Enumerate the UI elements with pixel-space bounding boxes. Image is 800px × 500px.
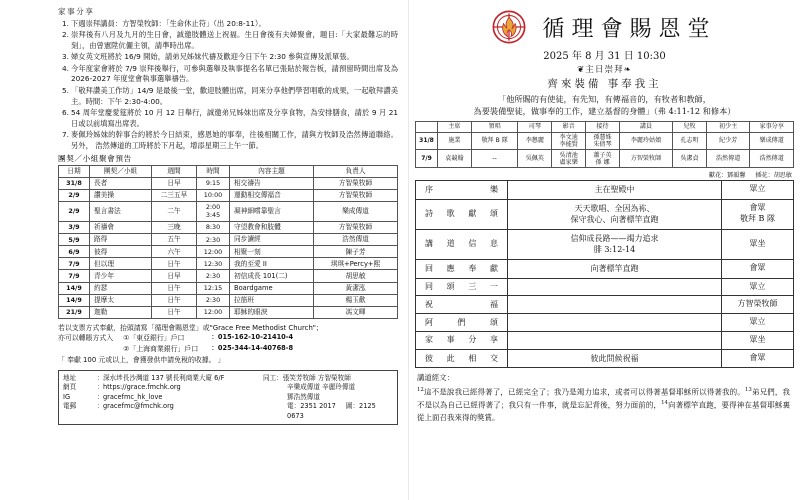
worship-item-name: 回 應 奉 獻 [416, 260, 508, 279]
fellowship-date-cell: 7/9 [59, 270, 90, 282]
contact-key: 電郵 [63, 402, 77, 411]
contact-row [63, 383, 263, 393]
table-row [59, 189, 398, 201]
worship-item-name: 彼 此 相 交 [416, 349, 508, 368]
table-row [59, 233, 398, 245]
contact-details [63, 374, 263, 422]
fellowship-group-cell: 長者 [90, 177, 152, 189]
roster-lead-cell: 敬拜 B 隊 [471, 132, 518, 150]
fellowship-col-header: 時間 [197, 165, 230, 177]
fellowship-time-cell: 9:15 [197, 177, 230, 189]
roster-col-header: 初少主 [706, 121, 750, 132]
fellowship-time-cell: 10:00 [197, 189, 230, 201]
fellowship-group-cell: 祈禱會 [90, 221, 152, 233]
worship-item-content: 天天歌唱、全因為袮、 保守我心、向著標竿直跑 [508, 199, 722, 229]
fellowship-group-cell: 約瑟 [90, 282, 152, 294]
worship-item-content: 彼此問候祝福 [508, 349, 722, 368]
notices-heading: 家事分享 [58, 7, 95, 16]
table-row [416, 150, 794, 168]
fellowship-col-header: 團契／小組 [90, 165, 152, 177]
offering-transfer-row [58, 333, 398, 354]
fellowship-date-cell: 7/9 [59, 258, 90, 270]
roster-children-cell: 吳潔貞 [673, 150, 707, 168]
fellowship-topic-cell: 相交禱告 [230, 177, 314, 189]
table-row [59, 282, 398, 294]
staff-label: 同工： [263, 373, 283, 382]
roster-col-header: 兒牧 [673, 121, 707, 132]
worship-row [416, 229, 794, 259]
offering-transfer-label: 亦可以轉賬方式入 [58, 334, 114, 343]
fellowship-leader-cell: 馮文暉 [314, 306, 398, 318]
worship-item-response: 眾坐 [722, 332, 794, 350]
fellowship-leader-cell: 浩然傳道 [314, 233, 398, 245]
fellowship-group-cell: 彼得 [90, 246, 152, 258]
bank-account-line [123, 333, 293, 343]
roster-youth-cell: 浩然傳道 [706, 150, 750, 168]
leaf-left-icon: ❦ [577, 65, 586, 75]
fellowship-time-cell: 2:30 [197, 294, 230, 306]
contact-row [63, 402, 263, 412]
roster-av-cell: 吳清池 盧家樂 [552, 150, 586, 168]
worship-item-content [508, 332, 722, 350]
table-row [59, 306, 398, 318]
fellowship-week-cell: 日早 [152, 177, 197, 189]
staff-line: 鄧浩然傳道 [287, 392, 320, 401]
roster-date-cell: 7/9 [416, 150, 438, 168]
fellowship-group-cell: 聖言書法 [90, 202, 152, 222]
bank-account-number: ：025-344-14-40768-8 [211, 343, 294, 352]
roster-preacher-cell: 方智榮牧師 [619, 150, 672, 168]
notice-item: 下週崇拜講員：方智榮牧師：「生命休止符」（出 20:8-11）。 [71, 19, 266, 28]
fellowship-group-cell: 迦勒 [90, 306, 152, 318]
worship-item-content [508, 278, 722, 296]
fellowship-leader-cell: 方智榮牧師 [314, 189, 398, 201]
bank-name: 「上海商業銀行」戶口 [129, 344, 199, 353]
church-name: 循理會賜恩堂 [542, 16, 717, 42]
table-row [59, 177, 398, 189]
contact-colon: ： [97, 392, 104, 401]
fellowship-date-cell: 5/9 [59, 233, 90, 245]
bank-list [123, 333, 293, 354]
bank-account-line [123, 344, 293, 354]
offering-receipt-note: 「 奉獻 100 元或以上，會獲發供申請免稅的收據。 」 [58, 356, 225, 365]
fellowship-date-cell: 2/9 [59, 189, 90, 201]
bulletin-header [415, 10, 794, 118]
worship-row [416, 349, 794, 368]
fellowship-time-cell: 2:30 [197, 270, 230, 282]
contact-key: 地址 [63, 373, 77, 382]
bank-account-number: ：015-162-10-21410-4 [211, 333, 294, 342]
worship-body [416, 181, 794, 368]
notice-item: 「敬拜讚美工作坊」14/9 是最後一堂，歡迎肢體出席，同來分享他們學習唱歌的成果，一起敬拜讚美主。時間：下午 2:30-4:00。 [71, 85, 398, 106]
worship-item-response: 眾立 [722, 278, 794, 296]
fellowship-date-cell: 14/9 [59, 294, 90, 306]
duty-roster-table [415, 121, 794, 168]
contact-colon: ： [97, 373, 104, 382]
fellowship-date-cell: 14/9 [59, 282, 90, 294]
contact-key: 網頁 [63, 383, 77, 392]
phone-label: 電： [287, 402, 301, 411]
fellowship-leader-cell: 楊玉歡 [314, 294, 398, 306]
staff-names: 張笑芳牧師 方智榮牧師 [282, 373, 351, 382]
roster-piano-cell: 李懇麗 [518, 132, 552, 150]
roster-preacher-cell: 李麗玲姑娘 [619, 132, 672, 150]
fellowship-leader-cell: 方智榮牧師 [314, 221, 398, 233]
sermon-passage-text [415, 386, 794, 423]
fellowship-group-cell: 青少年 [90, 270, 152, 282]
flower-credit: 獻花：鄧韻馨 [708, 171, 746, 179]
fellowship-table [58, 165, 398, 320]
worship-item-response: 眾立 [722, 181, 794, 200]
fellowship-time-cell: 2:30 [197, 233, 230, 245]
roster-notices-cell: 樂成傳道 [750, 132, 794, 150]
worship-item-name: 同 頌 三 一 [416, 278, 508, 296]
roster-body [416, 132, 794, 168]
roster-date-cell: 31/8 [416, 132, 438, 150]
fellowship-leader-cell: 琪琪+Percy+熙 [314, 258, 398, 270]
notices-list [58, 19, 398, 152]
roster-col-header: 家事分享 [750, 121, 794, 132]
worship-row [416, 332, 794, 350]
fellowship-group-cell: 讚美操 [90, 189, 152, 201]
contact-value: 深水埗長沙灣道 137 號長利商業大廈 6/F [103, 373, 225, 382]
contact-row [63, 393, 263, 403]
fellowship-topic-cell: 守望教會和肢體 [230, 221, 314, 233]
worship-item-name: 祝 福 [416, 296, 508, 314]
verse-text: 這不是說我已經得著了，已經完全了；我乃是竭力追求，或者可以得著基督耶穌所以得著我的。 [423, 387, 745, 397]
fellowship-topic-cell: 運動相交傳福音 [230, 189, 314, 201]
table-row [59, 246, 398, 258]
fellowship-group-cell: 但以理 [90, 258, 152, 270]
offering-cheque-line: 若以支票方式奉獻，抬頭請寫「循理會賜恩堂」或"Grace Free Methodist Church"； [58, 324, 323, 333]
fellowship-leader-cell: 黃潔泓 [314, 282, 398, 294]
table-row [59, 202, 398, 222]
worship-row [416, 260, 794, 279]
roster-col-header [416, 121, 438, 132]
header-verse [415, 93, 794, 118]
worship-item-response: 會眾 [722, 260, 794, 279]
fellowship-topic-cell: 凝神細嚐靠聖言 [230, 202, 314, 222]
worship-item-response: 眾坐 [722, 229, 794, 259]
fellowship-time-cell: 8:30 [197, 221, 230, 233]
staff-line [263, 374, 393, 384]
service-type [415, 63, 794, 75]
service-theme: 齊來裝備 事奉我主 [547, 78, 662, 90]
roster-col-header: 影音 [552, 121, 586, 132]
worship-item-content: 主在聖殿中 [508, 181, 722, 200]
table-row [59, 294, 398, 306]
fellowship-date-cell: 2/9 [59, 202, 90, 222]
roster-usher-cell: 孫慧姝 朱倩琴 [586, 132, 620, 150]
worship-item-name: 阿 們 頌 [416, 314, 508, 332]
header-verse-line1: 「他所賜的有使徒，有先知，有傳福音的，有牧者和教師， [498, 94, 711, 104]
table-row [416, 132, 794, 150]
worship-row [416, 181, 794, 200]
fellowship-time-cell: 12:15 [197, 282, 230, 294]
roster-header-row [416, 121, 794, 132]
roster-col-header: 司琴 [518, 121, 552, 132]
worship-item-response: 會眾 [722, 349, 794, 368]
fellowship-topic-cell: 耶穌的眼淚 [230, 306, 314, 318]
church-crest-icon [492, 10, 526, 44]
roster-col-header: 講員 [619, 121, 672, 132]
contact-colon: ： [97, 383, 104, 392]
logo-and-name [415, 10, 794, 44]
notice-item: 麥佩玲姊妹的幹事合約將於今日結束，感恩她的事奉，往後相關工作，請與方牧師及浩然傳道聯絡。另外， 浩然傳道的工時將於下月起，增添星期三上午一節。 [71, 129, 398, 150]
fellowship-week-cell: 五午 [152, 233, 197, 245]
worship-item-name: 序 樂 [416, 181, 508, 200]
worship-item-content: 向著標竿直跑 [508, 260, 722, 279]
worship-row [416, 278, 794, 296]
verse-number: 13 [744, 387, 752, 394]
verse-text: 弟兄們，我不是以為自己已經得著了；我只有一件事，就是忘記背後，努力面前的， [417, 387, 791, 410]
phone-fax-line [263, 402, 393, 421]
fellowship-topic-cell: 同步讀經 [230, 233, 314, 245]
roster-chair-cell: 施業 [438, 132, 472, 150]
staff-line: 辛樂成傳道 辛麗玲傳道 [287, 383, 356, 392]
roster-usher-cell: 蕭子英 孫 娜 [586, 150, 620, 168]
contact-row [63, 374, 263, 384]
worship-row [416, 199, 794, 229]
fellowship-leader-cell: 方智榮牧師 [314, 177, 398, 189]
right-column [408, 0, 800, 500]
fellowship-time-cell: 12:00 [197, 246, 230, 258]
fellowship-topic-cell: 我的至愛 II [230, 258, 314, 270]
fellowship-time-cell: 12:00 [197, 306, 230, 318]
fellowship-leader-cell: 樂成傳道 [314, 202, 398, 222]
roster-chair-cell: 袁競翰 [438, 150, 472, 168]
table-row [59, 258, 398, 270]
service-datetime: 2025 年 8 月 31 日 10:30 [543, 51, 666, 62]
roster-notices-cell: 浩然傳道 [750, 150, 794, 168]
worship-item-response: 方智榮牧師 [722, 296, 794, 314]
phone-number: 2351 2017 [300, 402, 336, 411]
worship-item-response: 眾立 [722, 314, 794, 332]
worship-item-content [508, 296, 722, 314]
fellowship-week-cell: 二午 [152, 202, 197, 222]
verse-number: 12 [417, 387, 424, 394]
fellowship-topic-cell: 拉筋班 [230, 294, 314, 306]
table-row [59, 270, 398, 282]
roster-av-cell: 李文迪 李能賢 [552, 132, 586, 150]
fellowship-col-header: 內容主題 [230, 165, 314, 177]
roster-youth-cell: 紀少芳 [706, 132, 750, 150]
bank-marker: ② [123, 344, 130, 353]
bank-marker: ① [123, 334, 130, 343]
fellowship-week-cell: 日早 [152, 270, 197, 282]
service-type-label: 主日崇拜 [585, 65, 624, 75]
fellowship-week-cell: 日午 [152, 294, 197, 306]
worship-item-content [508, 314, 722, 332]
contact-box [58, 370, 398, 426]
fellowship-date-cell: 21/9 [59, 306, 90, 318]
flower-credit: 插花：胡思敏 [755, 171, 792, 179]
contact-value: https://grace.fmchk.org [103, 383, 181, 392]
fellowship-leader-cell: 胡思敏 [314, 270, 398, 282]
fellowship-time-cell: 2:00 3:45 [197, 202, 230, 222]
sermon-passage-label: 講道經文： [417, 373, 454, 383]
fellowship-topic-cell: Boardgame [230, 282, 314, 294]
notice-item: 婦女英文班將於 16/9 開始，請弟兄姊妹代禱及歡迎今日下午 2:30 參與宣傳及派單張。 [71, 52, 354, 62]
fellowship-heading: 團契／小組聚會預告 [58, 153, 132, 163]
fellowship-week-cell: 日午 [152, 282, 197, 294]
fellowship-time-cell: 12:30 [197, 258, 230, 270]
worship-row [416, 314, 794, 332]
fellowship-week-cell: 三晚 [152, 221, 197, 233]
contact-key: IG [63, 392, 71, 401]
roster-col-header: 主席 [438, 121, 472, 132]
offering-info [58, 323, 398, 365]
worship-item-content: 信仰成長路——竭力追求 腓 3:12-14 [508, 229, 722, 259]
fellowship-col-header: 週間 [152, 165, 197, 177]
fax-label: 圖： [345, 402, 360, 411]
leaf-right-icon: ❧ [623, 65, 632, 75]
contact-value: gracefmc@fmchk.org [103, 402, 174, 411]
fellowship-col-header: 負責人 [314, 165, 398, 177]
fellowship-topic-cell: 相聚一刻 [230, 246, 314, 258]
worship-item-name: 詩 歌 獻 頌 [416, 199, 508, 229]
fellowship-week-cell: 日午 [152, 306, 197, 318]
fellowship-body [59, 177, 398, 318]
header-verse-line2: 為要裝備聖徒，做事奉的工作，建立基督的身體」（弗 4:11-12 和修本） [473, 106, 736, 117]
staff-details [263, 374, 393, 422]
fellowship-topic-cell: 初信成長 101(二) [230, 270, 314, 282]
fellowship-header-row [59, 165, 398, 177]
roster-piano-cell: 吳佩英 [518, 150, 552, 168]
fellowship-group-cell: 路得 [90, 233, 152, 245]
roster-children-cell: 孔志明 [673, 132, 707, 150]
table-row [59, 221, 398, 233]
roster-col-header: 領唱 [471, 121, 518, 132]
verse-text: 向著標竿直跑，要得神在基督耶穌裏從上面召我來得的獎賞。 [417, 400, 790, 422]
roster-lead-cell: -- [471, 150, 518, 168]
fellowship-leader-cell: 陳子芳 [314, 246, 398, 258]
flower-credits [415, 170, 792, 179]
worship-item-response: 會眾 敬拜 B 隊 [722, 199, 794, 229]
order-of-worship-table [415, 180, 794, 368]
notice-item: 54 周年堂慶愛筵將於 10 月 12 日舉行，誠邀弟兄姊妹出席及分享食物，為安排膳食，請於 9 月 21 日或以前填寫出席表。 [71, 107, 398, 128]
worship-item-name: 家 事 分 享 [416, 332, 508, 350]
fellowship-week-cell: 日午 [152, 258, 197, 270]
fellowship-date-cell: 3/9 [59, 221, 90, 233]
worship-item-name: 講 道 信 息 [416, 229, 508, 259]
roster-col-header: 接待 [586, 121, 620, 132]
fellowship-week-cell: 二三五早 [152, 189, 197, 201]
notice-item: 崇拜後有八月及九月的生日會，誠邀肢體送上祝福。生日會後有夫婦聚會，題目:「大家最難忘的時刻」，由曾憲陞伉儷主領，請準時出席。 [71, 30, 398, 51]
worship-row [416, 296, 794, 314]
fellowship-date-cell: 6/9 [59, 246, 90, 258]
fellowship-col-header: 日期 [59, 165, 90, 177]
notice-item: 今年度家會將於 7/9 崇拜後舉行，可參與選舉及執事提名名單已張貼於報告板，請預留時間出席及為 2026-2027 年度堂會執事選舉禱告。 [71, 63, 398, 84]
bank-name: 「東亞銀行」戶口 [129, 334, 185, 343]
verse-number: 14 [661, 400, 668, 407]
fellowship-group-cell: 提摩太 [90, 294, 152, 306]
fellowship-week-cell: 六午 [152, 246, 197, 258]
fellowship-date-cell: 31/8 [59, 177, 90, 189]
contact-value: gracefmc_hk_love [103, 392, 163, 401]
contact-colon: ： [97, 402, 104, 411]
fax-number: 2125 0673 [287, 402, 376, 420]
